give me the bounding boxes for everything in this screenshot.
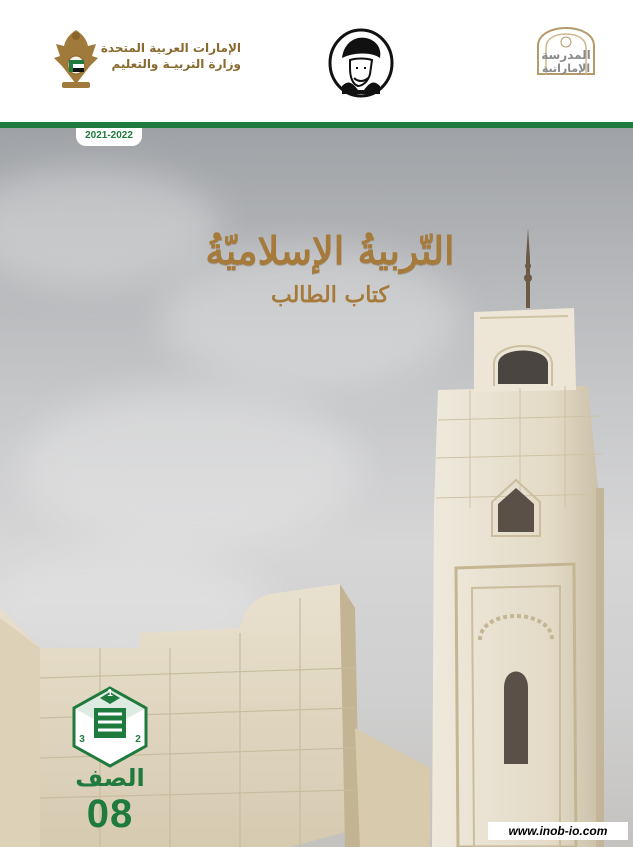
website-watermark: www.inob-io.com (488, 822, 628, 840)
portrait-logo-icon (328, 28, 394, 98)
term-number-3: 3 (79, 734, 85, 745)
grade-label: الصف (75, 764, 145, 792)
ministry-name (61, 40, 241, 72)
term-number-1: 1 (107, 688, 113, 699)
school-logo-line-1: المدرسة (541, 48, 591, 62)
ministry-line-country: الإمارات العربية المتحدة (100, 41, 241, 55)
term-number-2: 2 (135, 734, 141, 745)
book-subtitle: كتاب الطالب (270, 282, 390, 308)
cover-header (0, 0, 633, 122)
school-logo-line-2: الإماراتية (541, 62, 591, 75)
grade-number: 08 (86, 792, 134, 836)
book-title: التّربيةُ الإسلاميّةُ (205, 228, 455, 273)
ministry-line-ministry: وزارة التربيـة والتعليم (111, 57, 241, 71)
academic-year-tab: 2021-2022 (76, 128, 142, 146)
